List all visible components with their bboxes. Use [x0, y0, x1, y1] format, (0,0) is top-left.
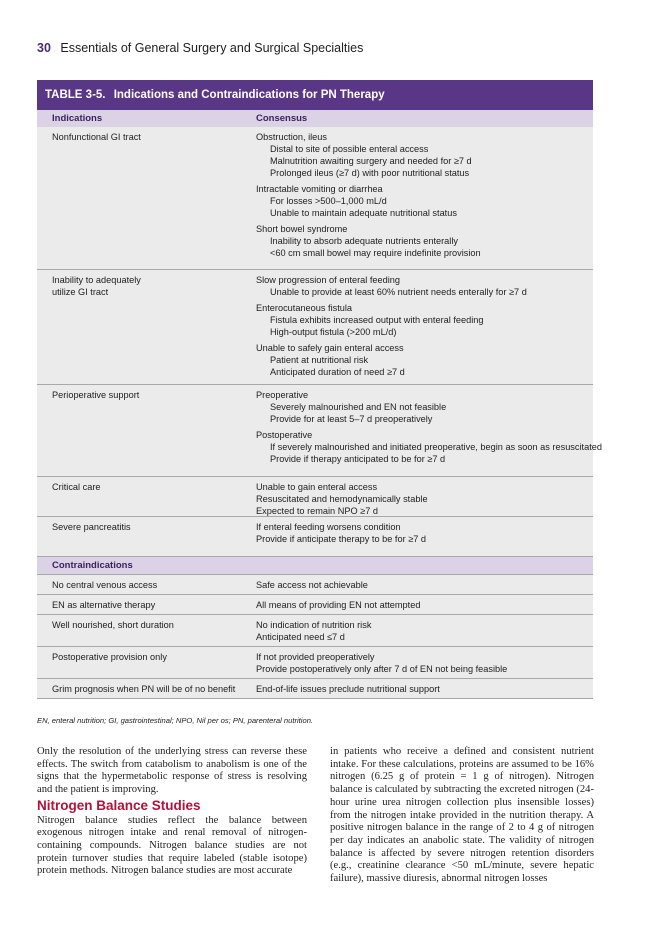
consensus-detail: Provide if therapy anticipated to be for ≥7 d — [270, 454, 446, 464]
consensus-cell — [256, 579, 589, 591]
consensus-detail: High-output fistula (>200 mL/d) — [270, 327, 397, 337]
consensus-line: If enteral feeding worsens condition — [256, 522, 401, 532]
consensus-heading: Preoperative — [256, 390, 309, 400]
table-title: Indications and Contraindications for PN Therapy — [113, 89, 385, 101]
consensus-line: Anticipated need ≤7 d — [256, 632, 345, 642]
consensus-cell — [256, 619, 589, 643]
consensus-group — [256, 481, 589, 517]
consensus-group — [256, 131, 589, 179]
indication-text: utilize GI tract — [52, 287, 109, 297]
body-paragraph: in patients who receive a defined and consistent nutrient intake. For these calculations, proteins are assumed to be 16% nitrogen (6.25 g of protein = 1 g of nitrogen). Nitrogen balance is calculated by subtracting the excreted nitrogen (24-hour urine urea nitrogen collection plus insensible losses) from the nitrogen intake provided in the nutrition therapy. A positive nitrogen balance in the range of 2 to 4 g of nitrogen per day indicates an anabolic state. The validity of nitrogen balance is affected by severe nitrogen retention disorders (e.g., creatinine clearance <50 mL/minute, severe hepatic failure), massive diuresis, abnormal nitrogen losses — [330, 746, 594, 885]
table-title-bar — [37, 80, 593, 110]
consensus-cell — [256, 131, 589, 263]
consensus-detail: Prolonged ileus (≥7 d) with poor nutritional status — [270, 168, 470, 178]
consensus-group — [256, 342, 589, 378]
consensus-group — [256, 223, 589, 259]
section-heading: Nitrogen Balance Studies — [37, 797, 201, 813]
table-row — [37, 575, 593, 595]
consensus-cell — [256, 683, 589, 695]
consensus-detail: If severely malnourished and initiated preoperative, begin as soon as resuscitated — [270, 442, 602, 452]
table-row — [37, 647, 593, 679]
contraindication-cell — [52, 651, 237, 663]
running-title: Essentials of General Surgery and Surgical Specialties — [60, 41, 364, 55]
consensus-group — [256, 521, 589, 545]
indication-cell — [52, 131, 237, 143]
body-column-right — [330, 746, 594, 886]
table-row — [37, 615, 593, 647]
contraindication-cell — [52, 579, 237, 591]
consensus-heading: Unable to safely gain enteral access — [256, 343, 404, 353]
consensus-detail: Malnutrition awaiting surgery and needed for ≥7 d — [270, 156, 472, 166]
consensus-cell — [256, 274, 589, 382]
consensus-heading: Obstruction, ileus — [256, 132, 327, 142]
indication-cell — [52, 521, 237, 533]
indication-text: Nonfunctional GI tract — [52, 132, 141, 142]
consensus-detail: Inability to absorb adequate nutrients enterally — [270, 236, 458, 246]
table-row — [37, 517, 593, 557]
consensus-detail: Distal to site of possible enteral access — [270, 144, 429, 154]
consensus-detail: For losses >500–1,000 mL/d — [270, 196, 387, 206]
contraindication-cell — [52, 619, 237, 631]
contraindication-rows — [37, 575, 593, 699]
body-column-left — [37, 746, 307, 878]
table-row — [37, 127, 593, 270]
consensus-heading: Slow progression of enteral feeding — [256, 275, 401, 285]
consensus-detail: Patient at nutritional risk — [270, 355, 369, 365]
consensus-heading: Enterocutaneous fistula — [256, 303, 353, 313]
contraindication-text: No central venous access — [52, 580, 158, 590]
consensus-cell — [256, 389, 602, 469]
indication-text: Perioperative support — [52, 390, 140, 400]
page-number: 30 — [37, 41, 51, 55]
table-row — [37, 385, 602, 477]
consensus-cell — [256, 599, 589, 611]
indication-cell — [52, 481, 237, 493]
consensus-detail: Provide for at least 5–7 d preoperatively — [270, 414, 433, 424]
table-row — [37, 477, 593, 517]
indication-cell — [52, 389, 237, 401]
consensus-detail: Severely malnourished and EN not feasible — [270, 402, 447, 412]
consensus-line: Unable to gain enteral access — [256, 482, 378, 492]
contraindications-header: Contraindications — [37, 557, 593, 575]
consensus-line: Safe access not achievable — [256, 580, 368, 590]
contraindication-text: Grim prognosis when PN will be of no benefit — [52, 684, 236, 694]
consensus-line: Expected to remain NPO ≥7 d — [256, 506, 378, 516]
consensus-heading: Intractable vomiting or diarrhea — [256, 184, 383, 194]
consensus-group — [256, 302, 589, 338]
consensus-detail: <60 cm small bowel may require indefinite provision — [270, 248, 481, 258]
body-paragraph: Only the resolution of the underlying stress can reverse these effects. The switch from catabolism to anabolism is one of the signs that the hypermetabolic response of stress is resolving and the patient is improving. — [37, 746, 307, 796]
indication-text: Severe pancreatitis — [52, 522, 131, 532]
consensus-line: End-of-life issues preclude nutritional support — [256, 684, 440, 694]
consensus-cell — [256, 521, 589, 549]
consensus-line: No indication of nutrition risk — [256, 620, 372, 630]
consensus-line: All means of providing EN not attempted — [256, 600, 421, 610]
table-row — [37, 595, 593, 615]
consensus-detail: Anticipated duration of need ≥7 d — [270, 367, 405, 377]
consensus-line: Resuscitated and hemodynamically stable — [256, 494, 428, 504]
consensus-line: Provide postoperatively only after 7 d of EN not being feasible — [256, 664, 508, 674]
table-column-header — [37, 110, 593, 127]
consensus-detail: Unable to maintain adequate nutritional status — [270, 208, 457, 218]
consensus-heading: Postoperative — [256, 430, 313, 440]
column-consensus: Consensus — [256, 113, 308, 124]
column-indications: Indications — [52, 113, 103, 124]
pn-therapy-table — [37, 80, 602, 699]
consensus-group — [256, 274, 589, 298]
consensus-cell — [256, 651, 589, 675]
indication-text: Critical care — [52, 482, 101, 492]
consensus-cell — [256, 481, 589, 521]
consensus-line: If not provided preoperatively — [256, 652, 375, 662]
indication-text: Inability to adequately — [52, 275, 141, 285]
consensus-detail: Fistula exhibits increased output with enteral feeding — [270, 315, 484, 325]
body-paragraph: Nitrogen balance studies reflect the balance between exogenous nitrogen intake and renal removal of nitrogen-containing compounds. Nitrogen balance studies are not protein turnover studies that require labeled (stable isotope) protein methods. Nitrogen balance studies are most accurate — [37, 814, 307, 877]
consensus-group — [256, 389, 589, 425]
contraindication-cell — [52, 683, 237, 695]
contraindication-cell — [52, 599, 237, 611]
consensus-detail: Unable to provide at least 60% nutrient needs enterally for ≥7 d — [270, 287, 527, 297]
indication-cell — [52, 274, 237, 298]
indication-rows — [37, 127, 602, 557]
contraindication-text: Well nourished, short duration — [52, 620, 174, 630]
table-footnote: EN, enteral nutrition; GI, gastrointestinal; NPO, Nil per os; PN, parenteral nutrition. — [37, 716, 314, 725]
running-header — [37, 41, 363, 55]
table-row — [37, 679, 593, 699]
table-row — [37, 270, 593, 385]
table-number: TABLE 3-5. — [45, 89, 106, 101]
consensus-line: Provide if anticipate therapy to be for ≥7 d — [256, 534, 427, 544]
consensus-heading: Short bowel syndrome — [256, 224, 348, 234]
contraindication-text: EN as alternative therapy — [52, 600, 156, 610]
contraindication-text: Postoperative provision only — [52, 652, 167, 662]
consensus-group — [256, 429, 602, 465]
consensus-group — [256, 183, 589, 219]
